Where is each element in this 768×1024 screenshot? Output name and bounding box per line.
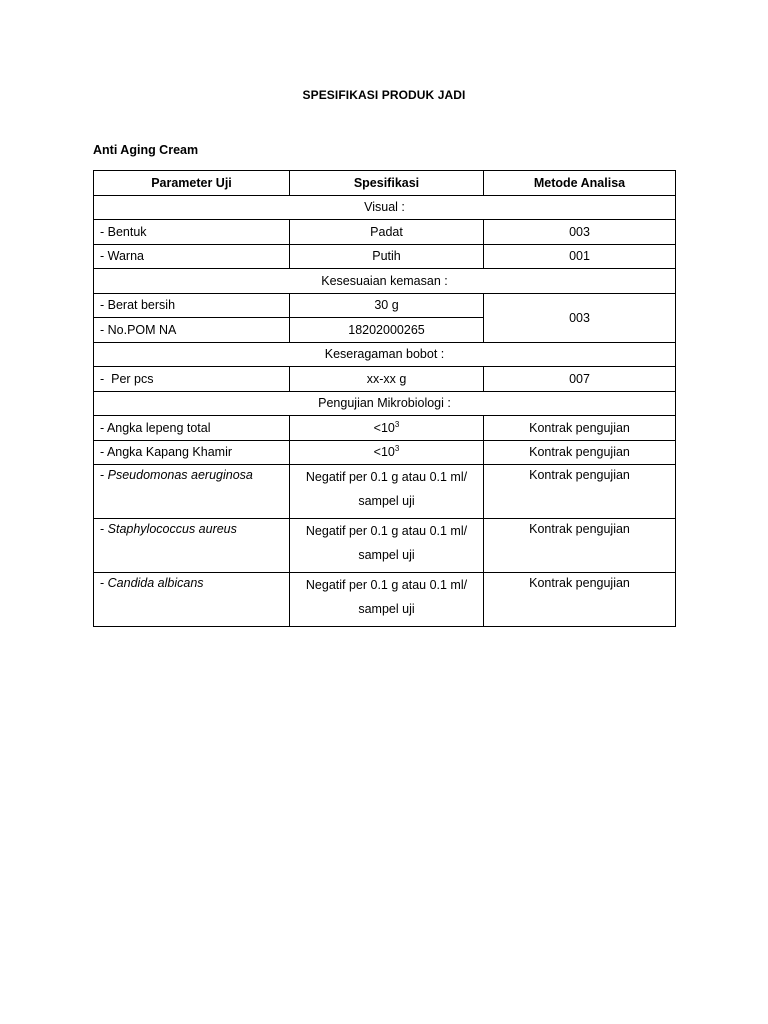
section-row-visual [94, 195, 676, 220]
spec-line: Negatif per 0.1 g atau 0.1 ml/ [305, 524, 468, 538]
param-candida [94, 573, 290, 627]
spec-perpcs: xx-xx g [290, 367, 484, 392]
param-warna: - Warna [94, 244, 290, 269]
header-parameter: Parameter Uji [94, 171, 290, 196]
table-row [94, 573, 676, 627]
spec-alt [290, 416, 484, 441]
spec-berat: 30 g [290, 293, 484, 318]
method-candida: Kontrak pengujian [484, 573, 676, 627]
spec-line: sampel uji [358, 494, 415, 508]
organism-name: Candida albicans [107, 576, 204, 590]
method-perpcs: 007 [484, 367, 676, 392]
spec-akk-base: <10 [373, 445, 395, 460]
header-metode: Metode Analisa [484, 171, 676, 196]
table-row [94, 220, 676, 245]
section-visual: Visual : [94, 195, 676, 220]
param-prefix: - [100, 468, 108, 482]
param-pseudomonas [94, 465, 290, 519]
spec-akk-exp: 3 [394, 444, 400, 454]
table-row [94, 416, 676, 441]
method-alt: Kontrak pengujian [484, 416, 676, 441]
organism-name: Pseudomonas aeruginosa [107, 468, 253, 482]
table-row [94, 293, 676, 318]
param-prefix: - [100, 522, 108, 536]
specification-table [93, 170, 676, 627]
section-bobot: Keseragaman bobot : [94, 342, 676, 367]
table-row [94, 244, 676, 269]
section-row-bobot [94, 342, 676, 367]
spec-alt-base: <10 [373, 420, 395, 435]
spec-pom: 18202000265 [290, 318, 484, 343]
header-spesifikasi: Spesifikasi [290, 171, 484, 196]
spec-staphylococcus [290, 519, 484, 573]
spec-alt-exp: 3 [394, 419, 400, 429]
method-akk: Kontrak pengujian [484, 440, 676, 465]
section-kemasan: Kesesuaian kemasan : [94, 269, 676, 294]
method-kemasan: 003 [484, 293, 676, 342]
spec-line: sampel uji [358, 548, 415, 562]
spec-bentuk: Padat [290, 220, 484, 245]
section-row-mikro [94, 391, 676, 416]
section-row-kemasan [94, 269, 676, 294]
param-alt: - Angka lepeng total [94, 416, 290, 441]
table-row [94, 519, 676, 573]
section-mikro: Pengujian Mikrobiologi : [94, 391, 676, 416]
method-warna: 001 [484, 244, 676, 269]
param-berat: - Berat bersih [94, 293, 290, 318]
table-row [94, 367, 676, 392]
param-akk: - Angka Kapang Khamir [94, 440, 290, 465]
spec-line: sampel uji [358, 602, 415, 616]
param-pom: - No.POM NA [94, 318, 290, 343]
param-perpcs: - Per pcs [94, 367, 290, 392]
spec-line: Negatif per 0.1 g atau 0.1 ml/ [305, 578, 468, 592]
method-staphylococcus: Kontrak pengujian [484, 519, 676, 573]
spec-warna: Putih [290, 244, 484, 269]
table-header-row [94, 171, 676, 196]
spec-line: Negatif per 0.1 g atau 0.1 ml/ [305, 470, 468, 484]
param-staphylococcus [94, 519, 290, 573]
param-prefix: - [100, 576, 108, 590]
product-name: Anti Aging Cream [93, 143, 199, 157]
organism-name: Staphylococcus aureus [107, 522, 237, 536]
page-title: SPESIFIKASI PRODUK JADI [302, 88, 466, 102]
method-pseudomonas: Kontrak pengujian [484, 465, 676, 519]
spec-candida [290, 573, 484, 627]
spec-akk [290, 440, 484, 465]
table-row [94, 440, 676, 465]
table-row [94, 465, 676, 519]
spec-pseudomonas [290, 465, 484, 519]
param-bentuk: - Bentuk [94, 220, 290, 245]
method-bentuk: 003 [484, 220, 676, 245]
